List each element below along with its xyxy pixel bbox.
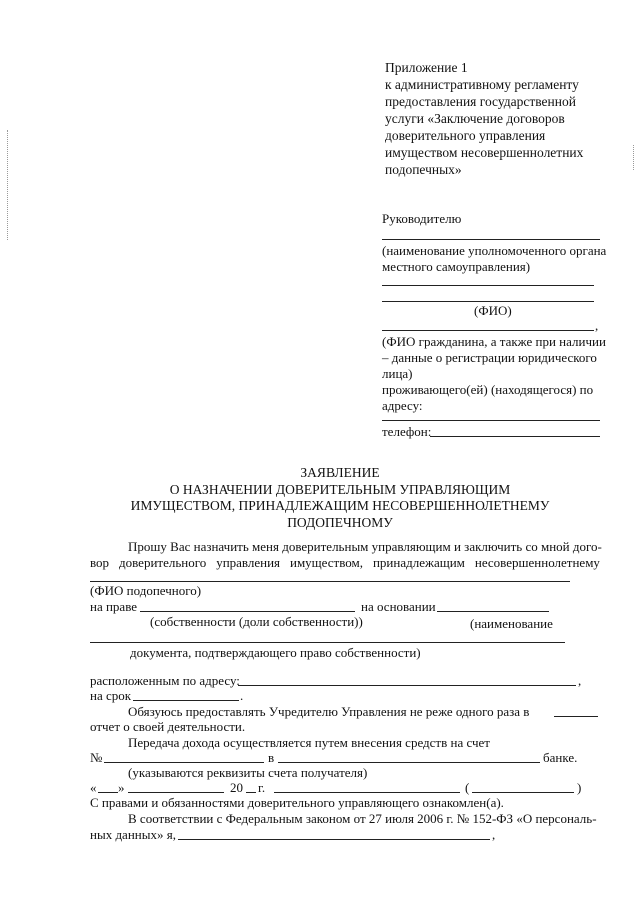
report-frequency-field[interactable]	[554, 716, 598, 717]
date-year-field[interactable]	[246, 792, 256, 793]
oblige-line-1: Обязуюсь предоставлять Учредителю Управления не реже одного раза в	[128, 704, 530, 719]
document-name-field[interactable]	[90, 642, 565, 643]
request-word: доверительного	[119, 555, 207, 570]
phone-label: телефон:	[382, 424, 432, 439]
year-prefix: 20	[230, 780, 243, 795]
term-field[interactable]	[133, 700, 239, 701]
title-line: ЗАЯВЛЕНИЕ	[300, 465, 380, 480]
residing-label-1: проживающего(ей) (находящегося) по	[382, 382, 594, 397]
appendix-line: доверительного управления	[385, 128, 546, 143]
consent-fio-field[interactable]	[178, 839, 490, 840]
phone-field[interactable]	[430, 436, 600, 437]
org-name-field[interactable]	[382, 239, 600, 240]
ward-fio-hint: (ФИО подопечного)	[90, 583, 202, 598]
org-hint-2: местного самоуправления)	[382, 259, 531, 274]
account-no-label: №	[90, 750, 103, 765]
basis-field[interactable]	[437, 611, 549, 612]
scan-edge-mark-left	[7, 130, 8, 240]
signature-field[interactable]	[274, 792, 460, 793]
citizen-hint-2: – данные о регистрации юридического	[382, 350, 597, 365]
ward-fio-field[interactable]	[90, 581, 570, 582]
bank-label: банке.	[543, 750, 578, 765]
date-day-field[interactable]	[98, 792, 118, 793]
transfer-line: Передача дохода осуществляется путем внесения средств на счет	[128, 735, 490, 750]
request-word: управления	[216, 555, 281, 570]
title-line: ИМУЩЕСТВОМ, ПРИНАДЛЕЖАЩИМ НЕСОВЕРШЕННОЛЕТНЕМУ	[130, 498, 550, 513]
located-comma: ,	[578, 673, 582, 688]
citizen-hint-1: (ФИО гражданина, а также при наличии	[382, 334, 606, 349]
citizen-fio-comma: ,	[595, 318, 599, 333]
account-hint: (указываются реквизиты счета получателя)	[128, 765, 368, 780]
on-basis-label: на основании	[361, 599, 436, 614]
request-line-1: Прошу Вас назначить меня доверительным управляющим и заключить со мной дого-	[128, 539, 602, 554]
residing-label-2: адресу:	[382, 398, 423, 413]
date-open-quote: «	[90, 780, 97, 795]
law-comma: ,	[492, 827, 496, 842]
appendix-line: услуги «Заключение договоров	[385, 111, 565, 126]
paren-close: )	[577, 780, 582, 795]
document-hint: документа, подтверждающего право собственности)	[130, 645, 421, 660]
org-extra-field-1[interactable]	[382, 285, 594, 286]
appendix-line: к административному регламенту	[385, 77, 579, 92]
request-word: принадлежащим	[372, 555, 465, 570]
year-suffix: г.	[258, 780, 266, 795]
ownership-hint: (собственности (доли собственности))	[150, 614, 363, 629]
in-label: в	[268, 750, 275, 765]
request-word: вор	[90, 555, 110, 570]
bank-name-field[interactable]	[278, 762, 540, 763]
scan-edge-mark-right	[633, 145, 634, 170]
citizen-hint-3: лица)	[382, 366, 413, 381]
addressee-to: Руководителю	[382, 211, 462, 226]
term-dot: .	[240, 688, 244, 703]
date-month-field[interactable]	[128, 792, 224, 793]
appendix-block	[385, 59, 625, 178]
familiar-line: С правами и обязанностями доверительного управляющего ознакомлен(а).	[90, 795, 504, 810]
request-line-2	[90, 555, 600, 571]
appendix-line: подопечных»	[385, 162, 462, 177]
appendix-line: Приложение 1	[385, 60, 468, 75]
right-type-field[interactable]	[140, 611, 355, 612]
title-line: ПОДОПЕЧНОМУ	[287, 514, 393, 530]
property-address-field[interactable]	[238, 685, 576, 686]
request-word: имуществом,	[289, 555, 364, 570]
address-field[interactable]	[382, 420, 600, 421]
appendix-line: имуществом несовершеннолетних	[385, 145, 584, 160]
title-line: О НАЗНАЧЕНИИ ДОВЕРИТЕЛЬНЫМ УПРАВЛЯЮЩИМ	[169, 481, 511, 497]
right-of-label: на праве	[90, 599, 138, 614]
document-title	[80, 465, 600, 531]
request-word: несовершеннолетнему	[474, 555, 600, 570]
signature-name-field[interactable]	[472, 792, 574, 793]
fio-hint: (ФИО)	[474, 303, 512, 318]
org-hint-1: (наименование уполномоченного органа	[382, 243, 607, 258]
appendix-line: предоставления государственной	[385, 94, 576, 109]
citizen-fio-field[interactable]	[382, 330, 594, 331]
name-hint: (наименование	[470, 616, 553, 631]
term-label: на срок	[90, 688, 132, 703]
paren-open: (	[465, 780, 470, 795]
account-number-field[interactable]	[104, 762, 264, 763]
date-close-quote: »	[118, 780, 125, 795]
located-label: расположенным по адресу:	[90, 673, 240, 688]
head-fio-field[interactable]	[382, 301, 594, 302]
law-line-1: В соответствии с Федеральным законом от 27 июля 2006 г. № 152-ФЗ «О персональ-	[128, 811, 597, 826]
oblige-line-2: отчет о своей деятельности.	[90, 719, 246, 734]
law-line-2: ных данных» я,	[90, 827, 176, 842]
